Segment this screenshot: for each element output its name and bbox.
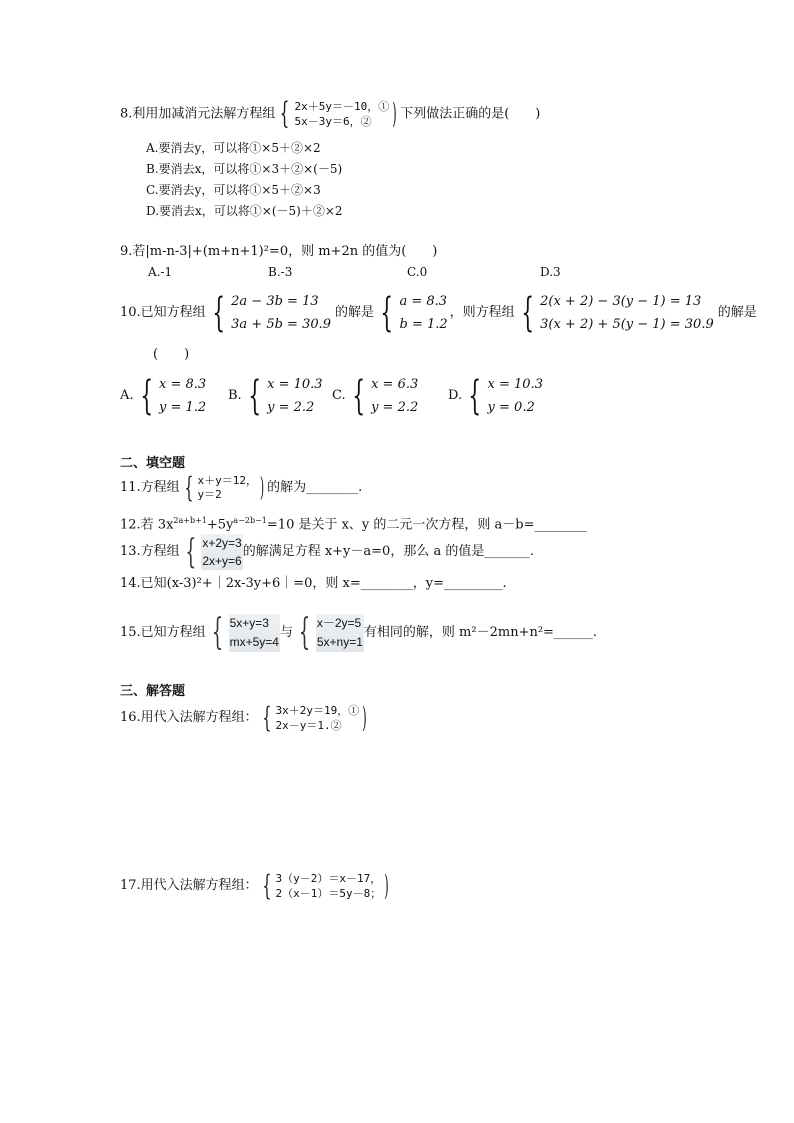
option-label: D.	[448, 388, 463, 403]
equation-1: 2x＋5y＝－10，①	[294, 100, 390, 113]
left-brace: {	[212, 290, 225, 336]
question-8-tail: 下列做法正确的是( )	[400, 106, 541, 122]
option-b: B.-3	[268, 265, 293, 279]
question-15-stem: 15.已知方程组	[120, 625, 206, 640]
question-17-stem: 17.用代入法解方程组：	[120, 878, 258, 893]
question-10-option-c	[332, 373, 418, 419]
equation-1: x+2y=3	[202, 536, 242, 550]
option-line: x = 10.3	[487, 377, 543, 392]
equation-2: 5x－3y＝6，②	[294, 115, 372, 128]
question-13-tail: 的解满足方程 x+y－a=0，那么 a 的值是_______.	[242, 544, 534, 559]
right-paren: )	[392, 97, 397, 130]
question-14: 14.已知(x-3)²+｜2x-3y+6｜=0，则 x=________，y=_________.	[120, 576, 507, 591]
option-c: C.要消去y，可以将①×5＋②×3	[146, 183, 321, 197]
left-brace: {	[298, 612, 311, 653]
equation-1: x＋y＝12，	[197, 474, 258, 487]
question-11	[120, 471, 363, 504]
equation-2: y＝2	[197, 488, 222, 501]
left-brace: {	[211, 612, 223, 653]
question-12-tail: =10 是关于 x、y 的二元一次方程，则 a－b=________	[266, 517, 587, 533]
option-label: B.	[228, 388, 242, 403]
left-brace: {	[248, 373, 261, 419]
right-paren: )	[260, 473, 265, 503]
left-brace: {	[262, 869, 272, 902]
equation-1: 2(x + 2) − 3(y − 1) = 13	[540, 294, 702, 309]
equation-2: 2x－y＝1.②	[275, 719, 342, 732]
option-a: A.-1	[148, 265, 173, 279]
option-b: B.要消去x，可以将①×3＋②×(－5)	[146, 162, 343, 176]
left-brace: {	[184, 471, 194, 504]
equation-1: 5x+y=3	[229, 616, 269, 630]
option-label: C.	[332, 388, 346, 403]
question-16	[120, 703, 370, 733]
question-12	[120, 513, 587, 533]
question-11-stem: 11.方程组	[120, 480, 180, 495]
left-brace: {	[380, 290, 394, 336]
solution-b: b = 1.2	[399, 317, 448, 332]
equation-system	[275, 96, 400, 131]
equation-1: 3（y－2）＝x－17，	[275, 872, 382, 885]
question-12-part: 12.若 3x	[120, 517, 174, 533]
question-10	[120, 290, 757, 336]
right-paren: )	[384, 869, 389, 902]
equation-system-2	[515, 290, 714, 336]
exponent: a−2b−1	[233, 516, 267, 525]
solution-a: a = 8.3	[399, 294, 448, 309]
question-10-option-d	[448, 373, 543, 419]
solution-system	[374, 290, 448, 336]
option-c: C.0	[407, 265, 428, 279]
equation-1: 3x＋2y＝19，①	[275, 704, 360, 717]
left-brace: {	[139, 373, 153, 419]
question-15-mid: 与	[279, 625, 293, 640]
question-13-stem: 13.方程组	[120, 544, 180, 559]
left-brace: {	[521, 290, 534, 336]
equation-2: 3a + 5b = 30.9	[231, 317, 332, 332]
equation-1: x－2y=5	[316, 616, 362, 630]
option-line: x = 6.3	[371, 377, 419, 392]
question-10-stem: 10.已知方程组	[120, 305, 206, 320]
question-10-mid-1: 的解是	[335, 305, 375, 320]
equation-2: 2（x－1）＝5y－8；	[275, 887, 382, 900]
question-8-stem: 8.利用加减消元法解方程组	[120, 106, 276, 122]
question-10-option-a	[120, 373, 206, 419]
section-heading-solve: 三、解答题	[120, 684, 186, 699]
left-brace: {	[351, 373, 365, 419]
option-line: x = 8.3	[158, 377, 207, 392]
question-11-tail: 的解为________.	[267, 480, 363, 495]
right-paren: )	[362, 701, 367, 734]
question-15-tail: 有相同的解，则 m²－2mn+n²=______.	[363, 625, 598, 640]
left-brace: {	[468, 373, 482, 419]
question-8	[120, 96, 541, 131]
option-line: x = 10.3	[267, 377, 323, 392]
equation-1: 2a − 3b = 13	[231, 294, 319, 309]
equation-2: mx+5y=4	[229, 635, 279, 649]
question-12-part: +5y	[206, 517, 234, 533]
option-d: D.要消去x，可以将①×(－5)＋②×2	[146, 204, 343, 218]
option-d: D.3	[540, 265, 561, 279]
answer-paren: ( )	[153, 347, 190, 362]
question-9-stem: 9.若|m-n-3|+(m+n+1)²=0，则 m+2n 的值为( )	[120, 244, 438, 259]
question-10-tail: 的解是	[717, 305, 757, 320]
equation-2: 3(x + 2) + 5(y − 1) = 30.9	[540, 317, 714, 332]
left-brace: {	[262, 701, 272, 734]
section-heading-fill-in: 二、填空题	[120, 456, 186, 471]
question-15	[120, 614, 597, 652]
option-line: y = 0.2	[487, 400, 535, 415]
left-brace: {	[185, 532, 196, 572]
question-13	[120, 534, 534, 570]
option-line: y = 1.2	[158, 400, 207, 415]
question-10-option-b	[228, 373, 323, 419]
question-10-mid-2: ，则方程组	[449, 305, 515, 320]
option-line: y = 2.2	[371, 400, 419, 415]
question-17	[120, 871, 392, 901]
option-label: A.	[120, 388, 134, 403]
exponent: 2a+b+1	[173, 516, 207, 525]
left-brace: {	[280, 96, 290, 131]
equation-2: 2x+y=6	[202, 554, 242, 568]
equation-system-1	[206, 290, 331, 336]
option-line: y = 2.2	[267, 400, 315, 415]
equation-2: 5x+ny=1	[316, 635, 363, 649]
option-a: A.要消去y，可以将①×5＋②×2	[146, 141, 321, 155]
question-16-stem: 16.用代入法解方程组：	[120, 710, 258, 725]
